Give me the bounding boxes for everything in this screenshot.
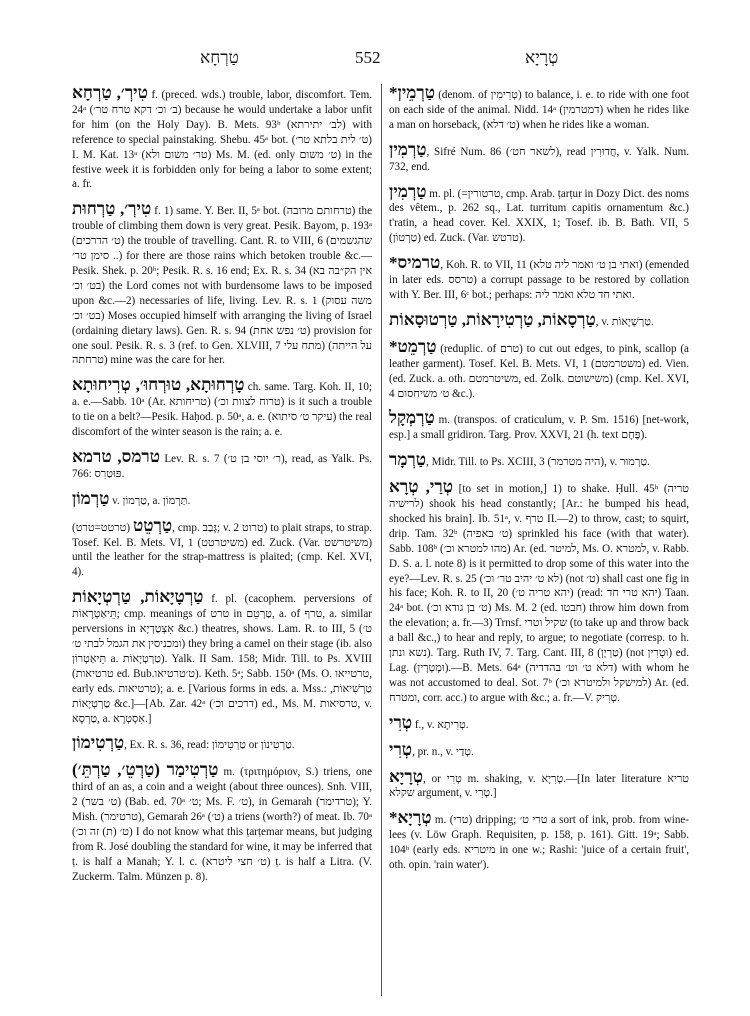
entry-headword: טַרְטָיָאוֹת, טַרְטְיָאוֹת: [72, 587, 204, 607]
dictionary-entry: [389, 141, 689, 175]
dictionary-entry: [72, 761, 372, 884]
entry-headword: טַרְמָר: [389, 450, 427, 470]
dictionary-entry: [72, 448, 372, 482]
entry-headword: *טְרָיָא: [389, 808, 432, 828]
entry-text: ch. same. Targ. Koh. II, 10; a. e.—Sabb. 10ᵃ (Ar. טריחותא) (טרוח לצוות וכ׳) is it such a trouble to tie on a belt?—Pesik. Haḥod. p. 50ᵃ, a. e. (עיקר ט׳ סיתוא) the real discomfort of the winter season is the rain; a. e.: [72, 381, 372, 439]
dictionary-entry: [389, 311, 689, 330]
dictionary-entry: [389, 478, 689, 706]
entry-text: , v. טַרְשְׁיָאוֹת.: [595, 315, 654, 328]
entry-headword: טַרְטִימוֹן: [72, 733, 125, 753]
entry-text: m. (טרי) dripping; טרי ט׳ a sort of ink, prob. from wine-lees (v. Löw Graph. Requisiten, p. 158, p. 161). Gitt. 19ᵃ; Sabb. 104ᵇ (early eds. מיטריא in one w.; Rashi: 'juice of a certain fruit', oth. opin. 'rain water').: [389, 814, 689, 872]
entry-text: , or טְרִי m. shaking, v. טְרִיָא.—[In later literature טריא שקלא argument, v. טְרִי.]: [389, 772, 689, 800]
dictionary-entry: [389, 409, 689, 443]
entry-text: , Ex. R. s. 36, read: טַרְטִימוֹן or טַרְטִינוֹן.: [124, 739, 295, 752]
entry-text: , Midr. Till. to Ps. XCIII, 3 (היה מטרמר), v. טַרְמוּר.: [426, 456, 650, 469]
entry-headword: טָרְחוּתָא, טוּרְחוּ׳, טְרִיחוּתָא: [72, 375, 245, 395]
dictionary-entry: [389, 254, 689, 303]
entry-text: (reduplic. of טרם) to cut out edges, to pink, scallop (a leather garment). Tosef. Kel. B. Mets. VI, 1 (משטרמטם) ed. Vien. (ed. Zuck. a. oth. משיטרמטם, ed. Zolk. משישוטם) (cmp. Kel. XVI, 4 ט׳ משיחסום &c.).: [389, 342, 689, 400]
entry-headword: טַרְמִין: [389, 139, 427, 159]
entry-text: Lev. R. s. 7 (ר׳ יוסי בן ט׳), read, as Yalk. Ps. 766: פּוּטַרִס.: [72, 452, 372, 480]
dictionary-entry: [72, 84, 372, 192]
entry-headword: טִירְ׳, טַרְחוּת: [72, 199, 152, 219]
entry-text: (טרטט=טרט), cmp. גָּבַב; v. טרוט 2) to plait straps, to strap. Tosef. Kel. B. Mets. VI, 1 (משיטרטט) ed. Zuck. (Var. משיטרשט) until the leather for the strap-mattress is plaited; (cmp. Kel. XVI, 4).: [72, 521, 373, 579]
dictionary-entry: [389, 451, 689, 470]
entry-text: [to set in motion,] 1) to shake. Ḥull. 45ᵇ (טריה לרישיה) shook his head constantly; [Ar.: he bumped his head, shocked his brain]. Ib. 51ᵃ, v. טרף II.—2) to throw, cast; to squirt, drip. Tam. 32ᵇ (ט׳ באפיה) sprinkled his face (with that water). Sabb. 108ᵇ (מהו למטרא וכ׳) Ar. (ed. למיטר, Ms. O. למטרא, v. Rabb. D. S. a. l. note 8) is it permitted to drop some of this water into the eye?—Lev. R. s. 25 (לא ט׳ יהיב טר׳ וכ׳) (not ט׳) shall cast one fig in his face; Koh. R. to II, 20 (יהא טריה ט׳) (read: יהא טרי חד) Taan. 24ᵃ bot. (ט׳ בן גודא וכ׳) Ms. M. 2 (ed. חבטו) throw him down from the elevation; a. fr.—3) Trnsf. שקיל וטרי (to take up and throw back a ball &c.,) to hear and reply, to argue; to negotiate (corresp. to h. נשא ונתן). Targ. Ruth IV, 7. Targ. Cant. III, 8 (טַרְיָן) (not וּטְרִין) ed. Lag. (וּמָטְרָין).—B. Mets. 64ᵃ (דלא ט׳ וט׳ בהדדיה) with whom he was not accustomed to deal. Sot. 7ᵇ (למישקל ולמיטרא וכ׳) Ar. (ed. ומטרח, corr. acc.) to argue with &c.; a. fr.—V. טְרִיק.: [389, 483, 690, 704]
entry-text: v. טַרְמוֹן, a. תַּרְמוֹן.: [109, 494, 191, 507]
entry-headword: *טַרְמֵין: [389, 83, 435, 102]
entry-text: f., v. טְרִיתָא.: [412, 718, 469, 731]
entry-headword: טְרִי: [389, 712, 413, 732]
dictionary-entry: [389, 809, 689, 873]
entry-headword: טְרָיָא: [389, 766, 423, 786]
entry-headword: טִירְ׳, טַרְחָא: [72, 83, 148, 102]
entry-headword: טַרְסָאוֹת, טַרְטִירָאוֹת, טַרְטוּסָאוֹת: [389, 309, 596, 329]
dictionary-entry: [72, 517, 372, 581]
entry-text: f. (preced. wds.) trouble, labor, discomfort. Tem. 24ᵃ (ב׳ וכ׳ דקא טרח טר׳) because he would undertake a labor unfit for him (on the Holy Day). B. Mets. 93ᵇ (לב׳ יתירתא) with reference to special painstaking. Shebu. 45ᵃ bot. (ט׳ לית בלתא טר׳) I. M. Kat. 13ᵃ (טר׳ משום ולא) Ms. M. (ed. only ט׳ משום) in the festive week it is forbidden only for being a labor to some extent; a. fr.: [72, 89, 373, 191]
dictionary-entry: [72, 734, 372, 753]
right-column: [389, 84, 689, 881]
entry-headword: טַרְמְקָל: [389, 408, 435, 428]
entry-headword: טַרְמוֹן: [72, 488, 110, 508]
entry-headword: טַרְמִין: [389, 181, 427, 201]
dictionary-entry: [389, 768, 689, 802]
entry-headword: טַרְטֵט: [132, 515, 173, 535]
entry-text: , pr. n., v. טְדַי.: [412, 745, 474, 758]
dictionary-entry: [72, 588, 372, 726]
dictionary-entry: [389, 714, 689, 733]
entry-text: m. (transpos. of craticulum, v. P. Sm. 1516) [net-work, esp.] a small gridiron. Targ. Prov. XXVI, 21 (h. text פֶּחָם).: [389, 414, 689, 442]
dictionary-entry: [389, 84, 689, 133]
entry-headword: טַרְטִימַר (טַרְטֵ׳, טַרְתֵּ׳): [72, 760, 219, 780]
entry-text: (denom. of טְרִימִין) to balance, i. e. to ride with one foot on each side of the animal. Nidd. 14ᵃ (דמטרמין) when he rides like a man on horseback, (ט׳ דלא) when he rides like a woman.: [389, 89, 689, 131]
entry-text: , Koh. R. to VII, 11 (ואתי בן ט׳ ואמר ליה טלא) (emended in later eds. טרסס) a corrupt passage to be restored by collation with Y. Ber. III, 6ᶜ bot.; perhaps: ואתי חד טלא ואמר ליה.: [389, 259, 689, 301]
entry-text: m. (τριτημόριον, S.) triens, one third of an as, a coin and a weight (about three ounces). Snh. VIII, 2 (ט׳ בשר) (Bab. ed. 70ᵃ ט׳; Ms. F. ט׳), in Gemarah (טרדימר); Y. Mish. (טרטימר), Gemarah 26ᵃ (ט׳) a triens (worth?) of meat. Ib. 70ᵃ (ט׳ (ת) זה וכ׳) I do not know what this ṭarṭemar means, but judging from R. José doubling the standard for wine, it may be inferred that ṭ. is half a Manah; Y. l. c. (ט׳ חצי ליטרא) ṭ. is half a Litra. (V. Zuckerm. Talm. Münzen p. 8).: [72, 766, 373, 883]
entry-text: f. 1) same. Y. Ber. II, 5ᵃ bot. (טרחותם מרובה) the trouble of climbing them down is very great. Pesik. Bayom, p. 193ᵃ (ט׳ הדרכים) the trouble of travelling. Cant. R. to VIII, 6 (שהגשמים .. סימן טר׳) for there are those rains which betoken trouble &c.—Pesik. Shek. p. 20ᵇ; Pesik. R. s. 16 end; Ex. R. s. 34 (אין הק״בה בא בט׳ וכ׳) the Lord comes not with burdensome laws to be imposed upon &c.—2) necessaries of life, living. Lev. R. s. 1 (משה עסוק בט׳ וכ׳) Moses occupied himself with arranging the living of Israel (ordaining dietary laws). Gen. R. s. 94 (ט׳ נפש אחת) provision for one soul. Pesik. R. s. 3 (ref. to Gen. XLVIII, 7 מתח עלי) (על הייתה טרחתה) mine was the care for her.: [72, 205, 373, 367]
page-number: 552: [355, 48, 381, 67]
dictionary-entry: [389, 338, 689, 402]
entry-text: f. pl. (cacophem. perversions of תֵּיאַטְרָאוֹת; cmp. meanings of טרט in טַרְטֵם, a. of טרף, a. similar perversions in אִצְטַדְיָא &c.) theatres, shows. Lam. R. to III, 5 (ט׳ ומכניסין את הגמל לבתי ט׳) they bring a camel on their stage (ib. also תֵּיאַטְרוֹן a. טַרְטְיָאוֹת). Yalk. II Sam. 158; Midr. Till. to Ps. XVIII (טרטיאות ed. Bub.ט׳טרטיאו). Keth. 5ᵃ; Sabb. 150ᵃ (Ms. O. טרטייאו, early eds. טרטיאות); a. e. [Various forms in eds. a. Mss.: טַרְשִׁיאוֹת, טַרְטְיָאוֹת &c.]—[Ab. Zar. 42ᵃ (דרכים וכ׳) ed., Ms. M. טרסיאות, v. טַרְסָא, a. אִסְטְרָא.]: [72, 593, 373, 725]
dictionary-entry: [389, 183, 689, 247]
entry-headword: *טַרְמֵט: [389, 336, 437, 356]
entry-text: m. pl. (=טרטורין, cmp. Arab. ṭarṭur in Dozy Dict. des noms des vêtem., p. 262 sq., Lat. turritum capitis ornamentum &c.) t'ratin, a head cover. Kel. XXIX, 1; Tosef. ib. B. Bath. VII, 5 (טַרְטוֹן) ed. Zuck. (Var. טרטש).: [389, 187, 690, 245]
page-header: [0, 48, 750, 74]
entry-text: , Sifré Num. 86 (לשאר חט׳), read חֲדוּרִין, v. Yalk. Num. 732, end.: [389, 145, 689, 173]
entry-headword: טרמס, טרמא: [72, 446, 161, 466]
entry-headword: טְרַי, טְרָא: [389, 477, 454, 497]
entry-headword: טְרִי: [389, 739, 413, 759]
header-left-word: טַרְחָא: [200, 48, 239, 68]
column-divider: [381, 84, 382, 996]
dictionary-entry: [72, 200, 372, 368]
left-column: [72, 84, 372, 893]
dictionary-entry: [72, 490, 372, 509]
dictionary-entry: [389, 741, 689, 760]
header-right-word: טְרָיָא: [525, 48, 559, 68]
dictionary-entry: [72, 376, 372, 440]
entry-headword: *טרמיס: [389, 253, 441, 273]
